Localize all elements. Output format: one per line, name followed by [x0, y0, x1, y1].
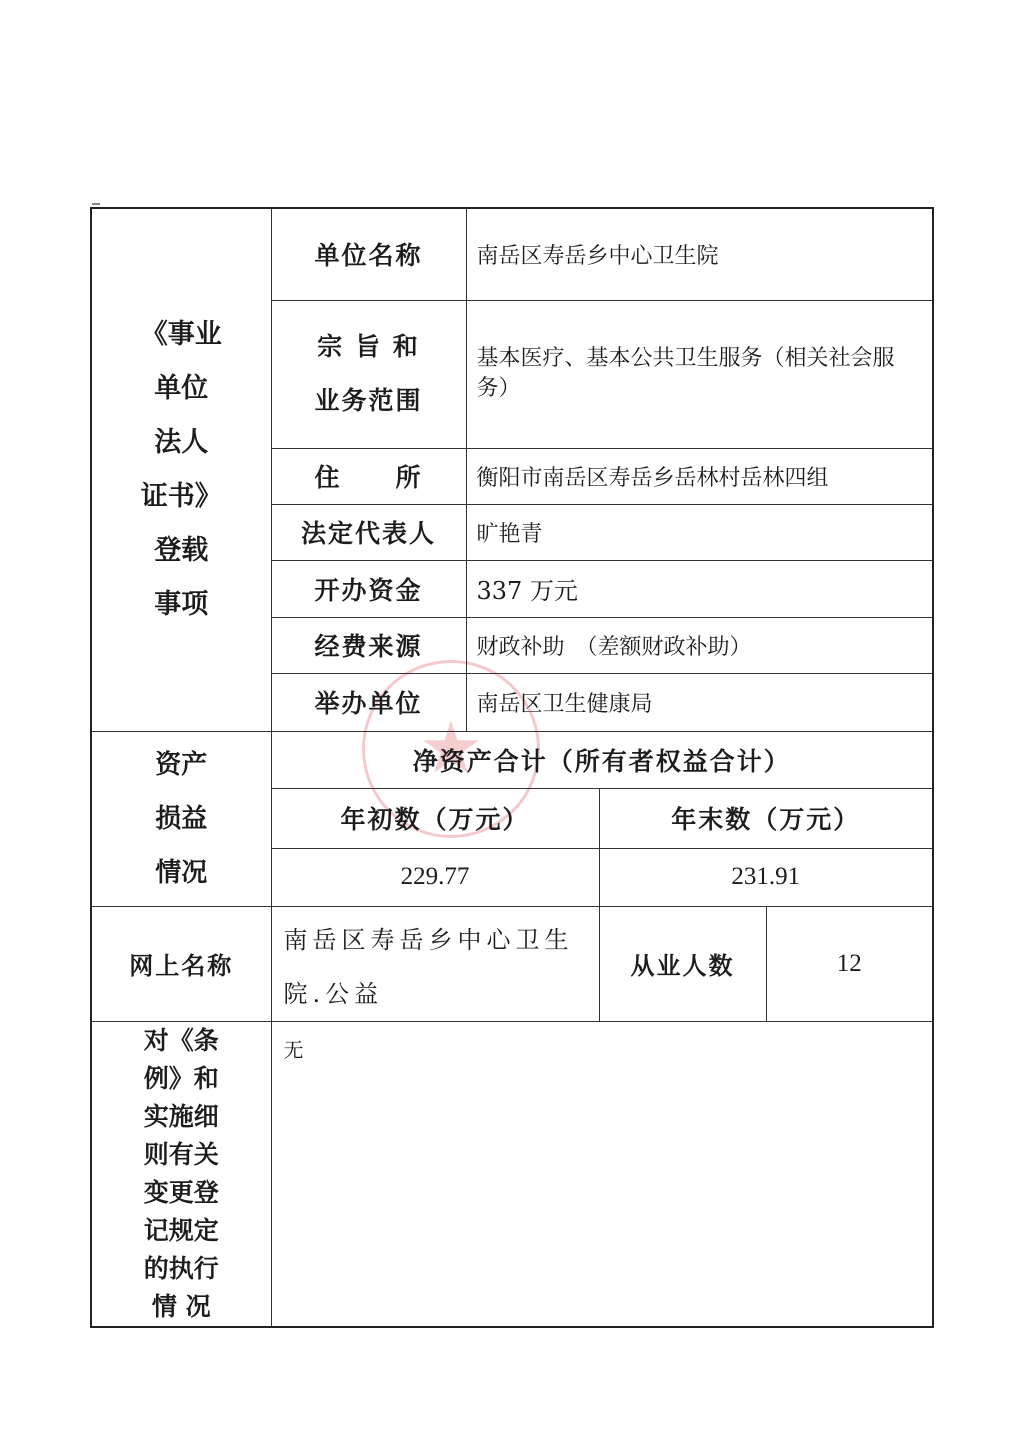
staff-count-label: 从业人数	[599, 906, 766, 1021]
row-execution	[91, 1021, 933, 1327]
purpose-value: 基本医疗、基本公共卫生服务（相关社会服务）	[466, 300, 933, 448]
execution-value: 无	[271, 1021, 933, 1327]
capital-label: 开办资金	[271, 560, 466, 617]
sponsor-label: 举办单位	[271, 673, 466, 731]
unit-name-value: 南岳区寿岳乡中心卫生院	[466, 208, 933, 300]
staff-count-value: 12	[766, 906, 933, 1021]
purpose-label: 宗 旨 和 业务范围	[271, 300, 466, 448]
legal-rep-label: 法定代表人	[271, 504, 466, 560]
begin-of-year-label: 年初数（万元）	[271, 788, 599, 848]
certificate-items-label: 《事业 单位 法人 证书》 登载 事项	[91, 208, 271, 731]
sponsor-value: 南岳区卫生健康局	[466, 673, 933, 731]
online-name-value: 南岳区寿岳乡中心卫生院.公益	[271, 906, 599, 1021]
online-name-label: 网上名称	[91, 906, 271, 1021]
execution-label: 对《条 例》和 实施细 则有关 变更登 记规定 的执行 情 况	[91, 1021, 271, 1327]
assets-label: 资产 损益 情况	[91, 731, 271, 906]
funding-value: 财政补助 （差额财政补助）	[466, 617, 933, 673]
unit-name-label: 单位名称	[271, 208, 466, 300]
registration-table	[90, 207, 934, 1328]
row-unit-name	[91, 208, 933, 300]
legal-rep-value: 旷艳青	[466, 504, 933, 560]
end-of-year-label: 年末数（万元）	[599, 788, 933, 848]
capital-value: 337 万元	[466, 560, 933, 617]
end-of-year-value: 231.91	[599, 848, 933, 906]
row-online-name	[91, 906, 933, 1021]
row-assets-header	[91, 731, 933, 788]
scan-mark	[92, 203, 100, 205]
funding-label: 经费来源	[271, 617, 466, 673]
begin-of-year-value: 229.77	[271, 848, 599, 906]
net-assets-header: 净资产合计（所有者权益合计）	[271, 731, 933, 788]
address-value: 衡阳市南岳区寿岳乡岳林村岳林四组	[466, 448, 933, 504]
address-label: 住 所	[271, 448, 466, 504]
